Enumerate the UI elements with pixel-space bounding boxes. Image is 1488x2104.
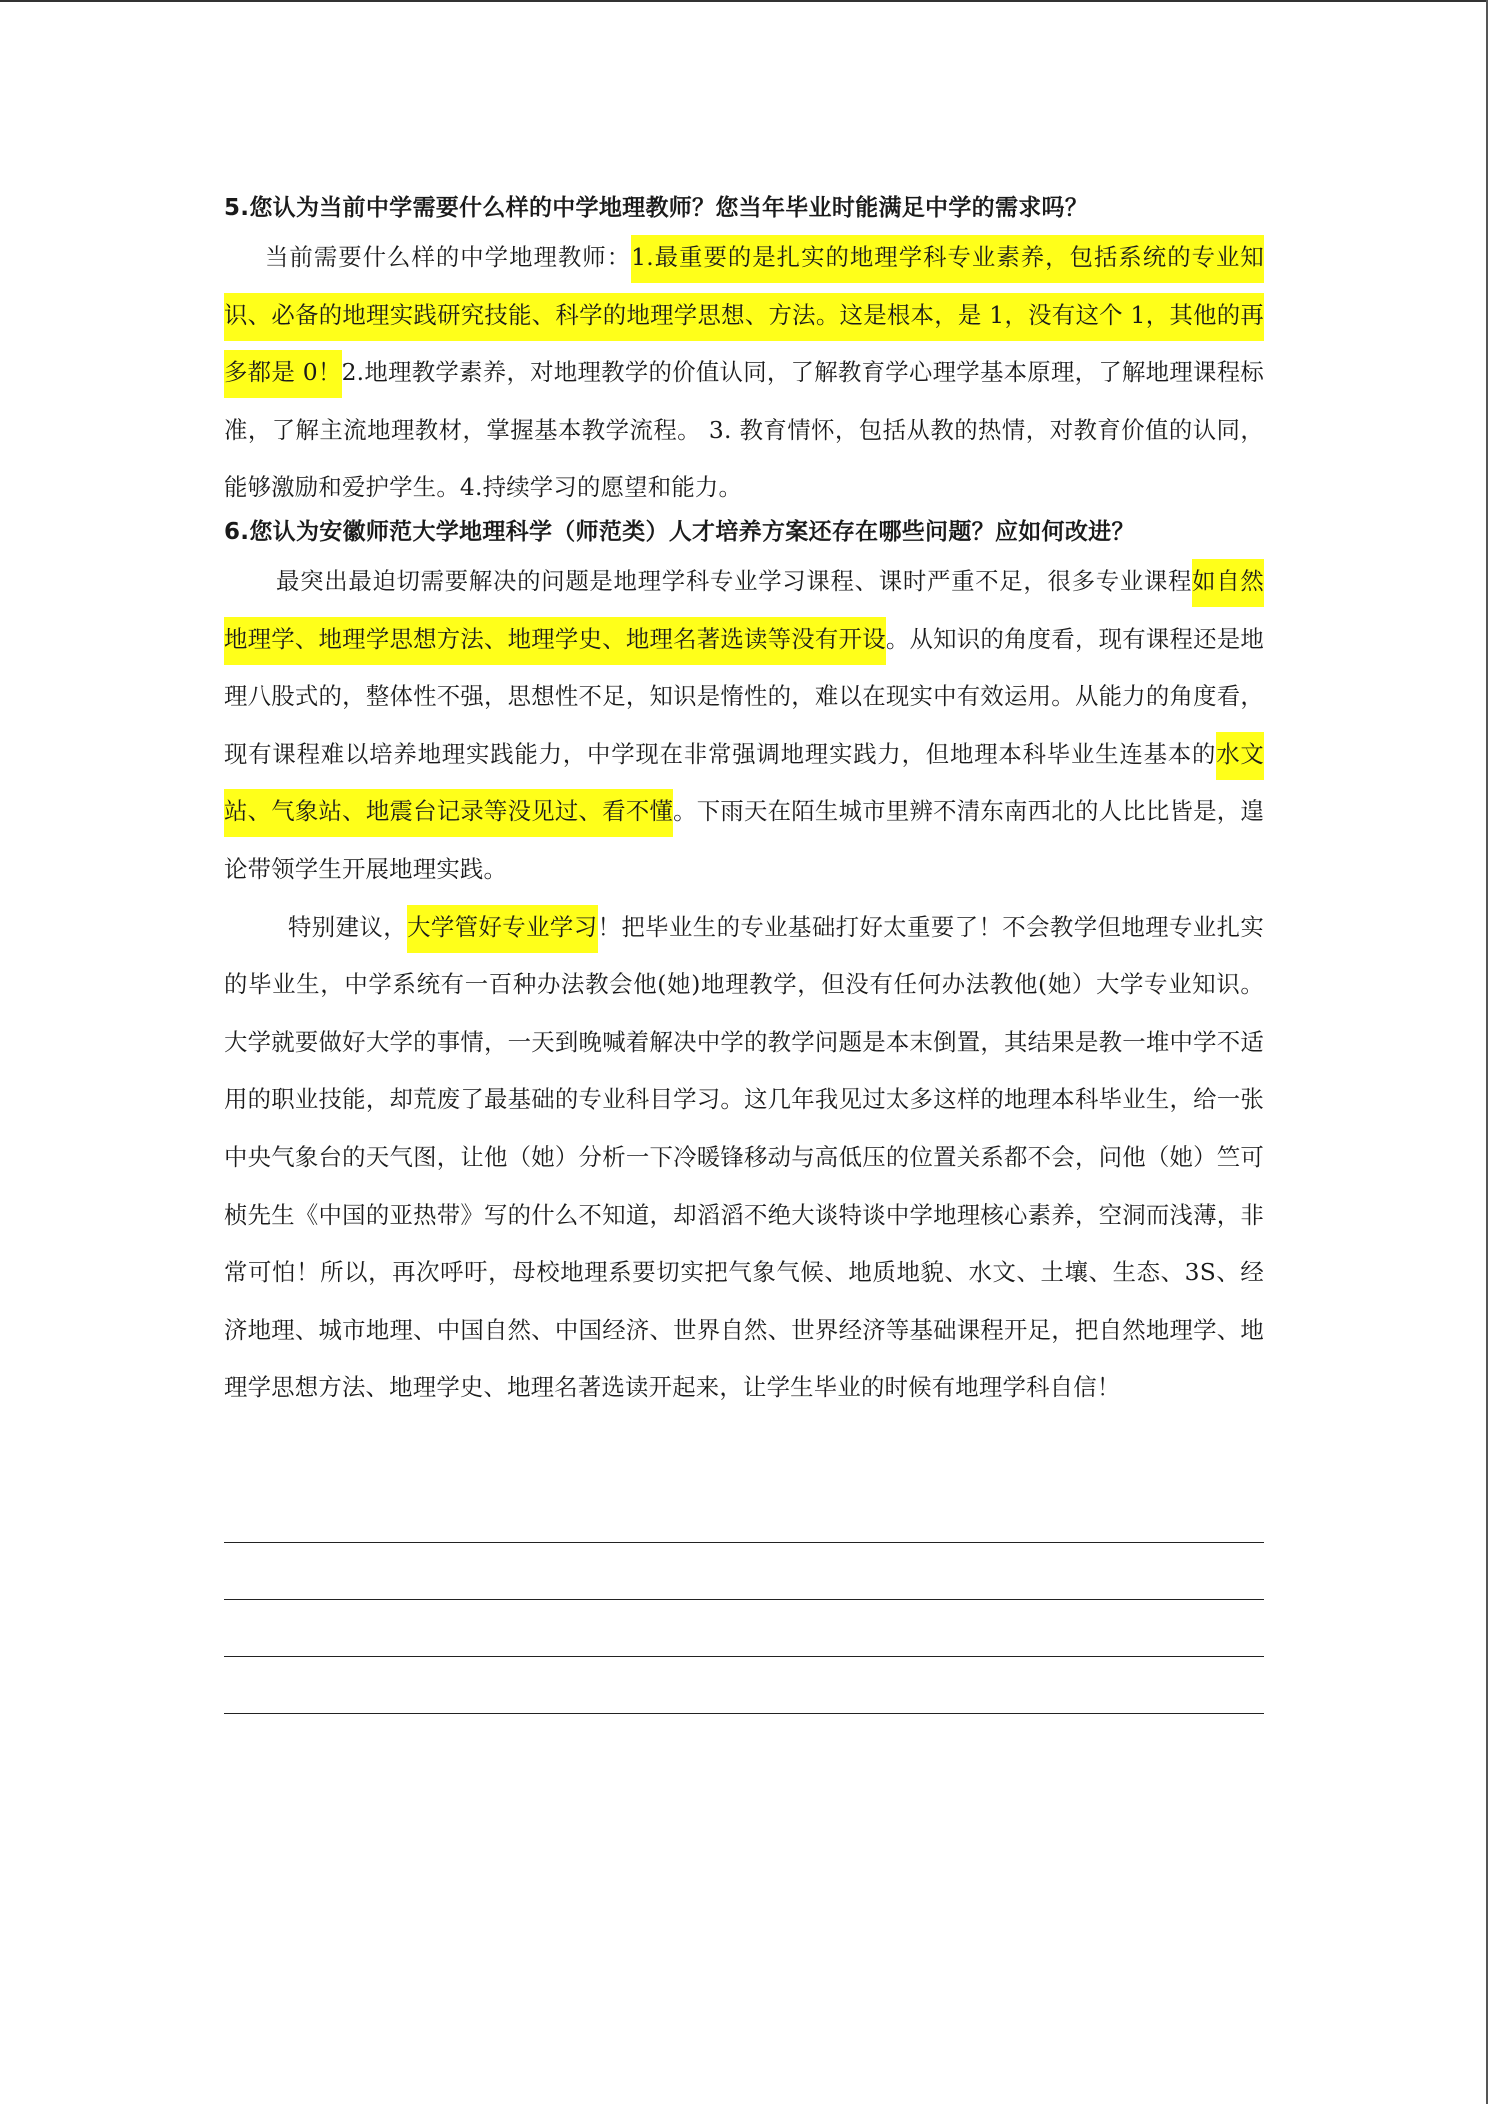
blank-line	[224, 1542, 1264, 1543]
answer-5-highlight: 1.最重要的是扎实的地理学科专业素养，包括系统的专业知识、必备的地理实践研究技能、科学的地理学思想、方法。这是根本，是 1，没有这个 1，其他的再多都是 0！	[224, 235, 1264, 398]
answer-6-p1-highlight-1: 如自然地理学、地理学思想方法、地理学史、地理名著选读等没有开设	[224, 559, 1264, 665]
answer-6-p2-highlight: 大学管好专业学习	[407, 905, 597, 953]
question-6-title: 6.您认为安徽师范大学地理科学（师范类）人才培养方案还存在哪些问题？应如何改进？	[224, 518, 1135, 545]
blank-line	[224, 1599, 1264, 1600]
answer-6-p1-highlight-2: 水文站、气象站、地震台记录等没见过、看不懂	[224, 732, 1264, 838]
blank-line	[224, 1656, 1264, 1657]
document-page	[224, 189, 1264, 1417]
question-6-answer-paragraph-1	[224, 553, 1264, 899]
answer-5-rest: 2.地理教学素养，对地理教学的价值认同，了解教育学心理学基本原理，了解地理课程标准，了解主流地理教材，掌握基本教学流程。 3. 教育情怀，包括从教的热情，对教育价值的认同，能够激励和爱护学生。4.持续学习的愿望和能力。	[224, 358, 1264, 502]
question-6-answer-paragraph-2	[224, 899, 1264, 1417]
answer-6-p2-text-a: 特别建议，	[288, 912, 408, 941]
blank-line	[224, 1713, 1264, 1714]
page-border-top	[0, 0, 1488, 2]
question-5-title: 5.您认为当前中学需要什么样的中学地理教师？您当年毕业时能满足中学的需求吗？	[224, 195, 1089, 221]
answer-6-p1-text-c: 。下雨天在陌生城市里辨不清东南西北的人比比皆是，遑论带领学生开展地理实践。	[224, 797, 1264, 883]
answer-6-p1-text-b: 。从知识的角度看，现有课程还是地理八股式的，整体性不强，思想性不足，知识是惰性的，难以在现实中有效运用。从能力的角度看，现有课程难以培养地理实践能力，中学现在非常强调地理实践力，但地理本科毕业生连基本的	[224, 624, 1264, 768]
answer-5-intro: 当前需要什么样的中学地理教师：	[265, 243, 632, 271]
blank-answer-lines	[224, 1542, 1264, 1770]
answer-6-p2-text-b: ！把毕业生的专业基础打好太重要了！不会教学但地理专业扎实的毕业生，中学系统有一百种办法教会他(她)地理教学，但没有任何办法教他(她）大学专业知识。大学就要做好大学的事情，一天到晚喊着解决中学的教学问题是本末倒置，其结果是教一堆中学不适用的职业技能，却荒废了最基础的专业科目学习。这几年我见过太多这样的地理本科毕业生，给一张中央气象台的天气图，让他（她）分析一下冷暖锋移动与高低压的位置关系都不会，问他（她）竺可桢先生《中国的亚热带》写的什么不知道，却滔滔不绝大谈特谈中学地理核心素养，空洞而浅薄，非常可怕！所以，再次呼吁，母校地理系要切实把气象气候、地质地貌、水文、土壤、生态、3S、经济地理、城市地理、中国自然、中国经济、世界自然、世界经济等基础课程开足，把自然地理学、地理学思想方法、地理学史、地理名著选读开起来，让学生毕业的时候有地理学科自信！	[224, 912, 1264, 1402]
answer-6-p1-text-a: 最突出最迫切需要解决的问题是地理学科专业学习课程、课时严重不足，很多专业课程	[276, 566, 1193, 595]
question-5-answer	[224, 229, 1264, 517]
